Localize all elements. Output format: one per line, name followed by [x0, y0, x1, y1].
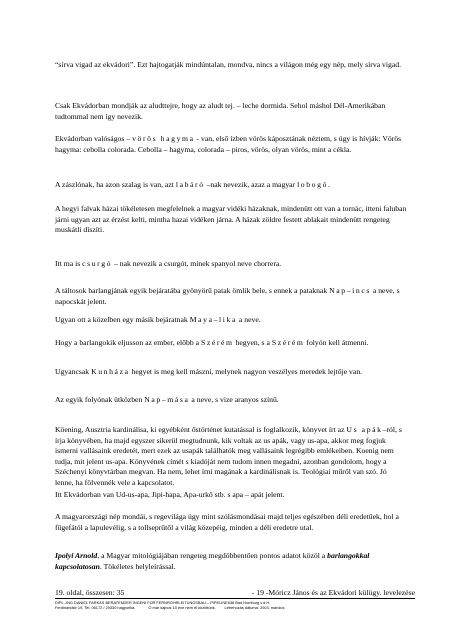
paragraph-text: , a Magyar mitológiájában rengeteg megdöbbentően pontos adatot közöl a — [97, 551, 328, 560]
spaced-term: Nap–incs — [329, 286, 371, 295]
paragraph-text: A táltosok barlangjának egyik bejáratába gyönyörű patak ömlik bele, s ennek a pataknak — [55, 286, 330, 295]
footer-address-line-1: DIPL.-ING DANIEL FARKAS BERATENDER INGENI FÜR FERNROHRLEITUNGSBAU – PIPELINE638 Bad Homburg v.d.H. — [55, 600, 271, 605]
paragraph — [55, 512, 407, 533]
paragraph-text: Ekvádorban valóságos – — [55, 134, 133, 143]
paragraph — [55, 259, 407, 270]
paragraph-text: hegyen, s a — [233, 338, 272, 347]
paragraph-text: A zászlónak, ha azon szalag is van, azt — [55, 180, 176, 189]
paragraph-text: Hogy a barlangokik eljusson az ember, előbb a — [55, 338, 201, 347]
paragraph — [55, 180, 407, 191]
paragraph-text: . Tökéletes helyleírással. — [99, 561, 176, 571]
paragraph — [55, 315, 407, 326]
footer-page-count: 19. oldal, összesen: 35 — [55, 588, 125, 597]
paragraph — [55, 101, 407, 122]
spaced-term: Nap–mása — [144, 395, 190, 404]
paragraph — [55, 395, 407, 406]
paragraph — [55, 490, 407, 501]
spaced-term: Us apák — [346, 425, 383, 434]
page-footer — [55, 587, 415, 610]
spaced-term: labáró — [175, 180, 205, 189]
paragraph-text: Itt Ekvádorban van Ud-us-apa, Jipi-hapa, Apa-urkő stb. s apa – apát jelent. — [55, 490, 285, 499]
paragraph-text: a neve, s vize aranyos színű. — [189, 395, 279, 404]
spaced-term: csurgó — [82, 259, 113, 268]
footer-address-line-2: Ferdinandstr 19, Tel. 06172 / 29330 hagyurika. Ó már sajnos 10 éve nem él közöttünk. Létrehozás dátuma: 2003. március — [55, 605, 285, 611]
paragraph — [55, 338, 407, 349]
paragraph — [55, 425, 407, 489]
paragraph-text: Ugyancsak — [55, 367, 92, 376]
paragraph-text: Az egyik folyónak ütközben — [55, 395, 145, 404]
spaced-term: lobogó — [297, 180, 329, 189]
paragraph-text: A hegyi falvak házai tökéletesen megfelelnek a magyar vidéki házaknak, mindenütt ott van a tornác, itteni faluban járni ugyan azt az érzést kelti, mintha hazai vidéken járna. A házak zöldre festett ablakait mindenütt rengeteg muskátli díszíti. — [55, 204, 407, 235]
spaced-term: Szérém — [200, 338, 234, 347]
paragraph-text: – nak nevezik a csurgót, minek spanyol neve chorrera. — [112, 259, 282, 268]
paragraph-text: . — [328, 180, 330, 189]
spaced-term: Maya–lika — [189, 315, 237, 324]
footer-address — [55, 600, 415, 610]
paragraph-text: –ról, s írja könyvében, ha majd egyszer sikerül megtudnunk, kik voltak az us apák, vagy us-apa, akkor meg fogjuk ismerni vallásaink eredetét, mert ezek az usapák találhatók meg vallásaink legrégibb emlékeiben. Koenig nem tudja, mit jelent us-apa. Könyvének címét s kiadóját nem tudom innen megadni, azonban gondolom, hogy a Széchenyi könyvtárban megvan. Ha nem, lehet írni magának a kardinálisnak is. Teológiai műről van szó. Jó lenne, ha fölvennék vele a kapcsolatot. — [55, 425, 402, 487]
paragraph-text: “sírva vigad az ekvádori”. Ezt hajtogatják mindúntalan, mondva, nincs a világon még egy nép, mely sírva vigad. — [55, 60, 402, 69]
footer-main-line — [55, 587, 415, 599]
emphasis-text: Ipolyi Arnold — [55, 551, 98, 560]
spaced-term: Kunháza — [91, 367, 130, 376]
paragraph-text: Itt ma is — [55, 259, 83, 268]
paragraph-text: a neve, s napocskát jelent. — [55, 286, 400, 306]
paragraph-text: –nak nevezik, azaz a magyar — [204, 180, 298, 189]
paragraph — [55, 367, 407, 378]
paragraph — [55, 286, 407, 307]
emphasis-text: barlangokkal kapcsolatosan — [55, 551, 370, 571]
paragraph-text: A magyarországi nép mondái, s regevilága úgy mint szólásmondásai majd teljes egészében déli eredetűek, hol a fűgefától a lapulevélig, s a tollseprűtől a világ közepéig, minden a déli eredetre utal. — [55, 512, 399, 532]
spaced-term: vörös hagyma — [132, 134, 195, 143]
paragraph-text: Csak Ekvádorban mondják az aludttejre, hogy az aludt tej. – leche dormida. Sehol máshol Dél-Amerikában tudtommal nem így nevezik. — [55, 101, 386, 121]
paragraph-text: - van, első ízben vörös káposztának néztem, s úgy is hívják: Vörös hagyma: cebolla colorada. Cebolla – hagyma, colorada – piros, vörös, olyan vörös, mint a cékla. — [55, 134, 402, 154]
footer-document-title: - 19 -Móricz János és az Ekvádori külügy. levelezése — [251, 588, 415, 597]
spaced-term: Szérém — [271, 338, 305, 347]
paragraph-text: Köening, Ausztria kardinálisa, ki egyébként őstörténet kutatással is foglalkozik, könyvet írt az — [55, 425, 347, 434]
paragraph — [55, 134, 407, 155]
paragraph-text: Ugyan ott a közelben egy másik bejáratnak — [55, 315, 190, 324]
paragraph — [55, 551, 407, 572]
paragraph — [55, 204, 407, 236]
paragraph — [55, 60, 407, 71]
paragraph-text: folyón kell átmenni. — [304, 338, 369, 347]
paragraph-text: hegyet is meg kell mászni, melynek nagyon veszélyes meredek lejtője van. — [129, 367, 363, 376]
paragraph-text: a neve. — [236, 315, 261, 324]
